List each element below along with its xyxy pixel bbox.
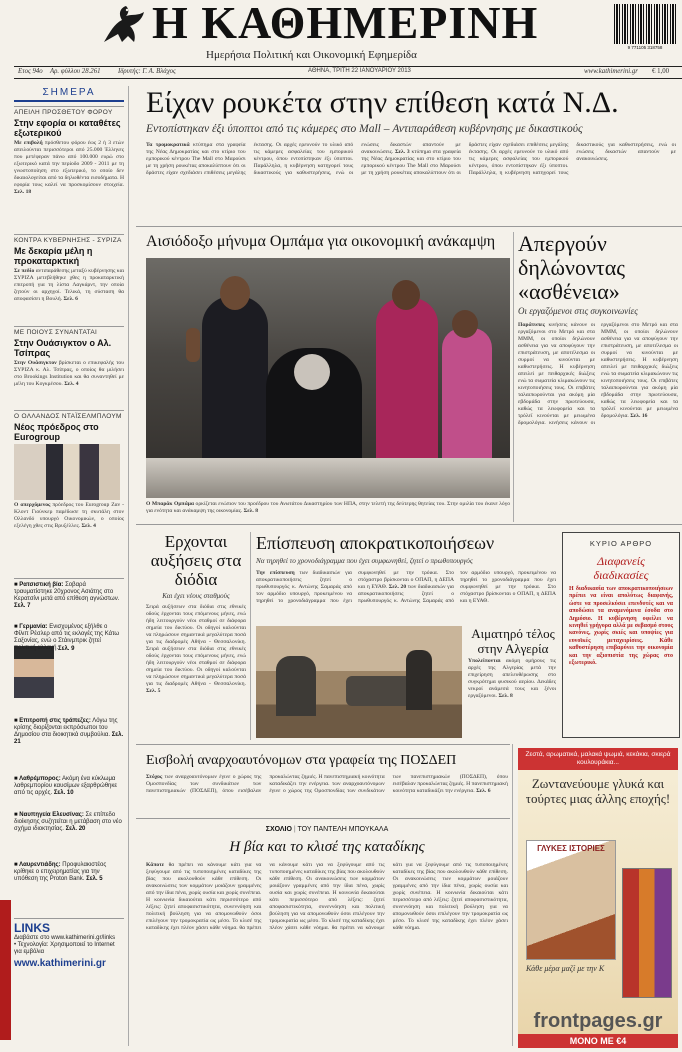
bullet-item[interactable]: ■ Γερμανία: Ενισχυμένος εξήλθε ο Φίλιπ Ρέσλερ από τις εκλογές της Κάτω Σαξονίας, ενώ ο Στάινμπρικ ζητεί πολιτική αλλαγή. Σελ. 9 <box>14 624 124 718</box>
sidebar-header: ΣΗΜΕΡΑ <box>14 86 124 102</box>
editorial-headline: Διαφανείς διαδικασίες <box>593 554 649 582</box>
lead-body: Τα τρομοκρατικά κτύπημα στα γραφεία της Νέας Δημοκρατίας και στο κτίριο του εμπορικού κέντρου The Mall στο Μαρούσι με τη χρήση ρουκέτας αποκαλύπτουν ότι οι δράστες είχαν σχεδιάσει επιθέσεις μεγάλης έκτασης. Οι αρχές ερευνούν το υλικό από τις κάμερες ασφαλείας του εμπορικού κέντρου, όπου εντοπίστηκαν έξι ύποπτοι. Παράλληλα, η κυβέρνηση κατηγορεί τους δικαστικούς για καθυστερήσεις, ενώ οι ενώσεις δικαστών απαντούν με ανακοινώσεις. Σελ. 3 κτύπημα στα γραφεία της Νέας Δημοκρατίας και στο κτίριο του εμπορικού κέντρου The Mall στο Μαρούσι με τη χρήση ρουκέτας αποκαλύπτουν ότι οι δράστες είχαν σχεδιάσει επιθέσεις μεγάλης έκτασης. Οι αρχές ερευνούν το υλικό από τις κάμερες ασφαλείας του εμπορικού κέντρου, όπου εντοπίστηκαν έξι ύποπτοι. Παράλληλα, η κυβέρνηση κατηγορεί τους δικαστικούς για καθυστερήσεις, ενώ οι ενώσεις δικαστών απαντούν με ανακοινώσεις. <box>146 142 676 176</box>
attack-headline[interactable]: Εισβολή αναρχοαυτόνομων στα γραφεία της ΠΟΣΔΕΠ <box>146 753 457 768</box>
photo-caption: Ο Μπαράκ Ομπάμα ορκίζεται ενώπιον του προέδρου του Ανωτάτου Δικαστηρίου των ΗΠΑ, στην τελετή της δεύτερης θητείας του. Στην ομιλία του έκανε λόγο για ενότητα και ανάκαμψη της οικονομίας. Σελ. 8 <box>146 501 510 514</box>
website[interactable]: www.kathimerini.gr <box>584 68 638 75</box>
ad-box[interactable] <box>518 748 678 1048</box>
editorial-body: Η διαδικασία των αποκρατικοποιήσεων πρέπει να είναι απολύτως διαφανής, ώστε να προσελκύσει επενδυτές και να αποδώσει τα αναμενόμενα έσοδα στο Δημόσιο. Η κυβέρνηση οφείλει να κινηθεί γρήγορα αλλά με σεβασμό στους κανόνες, χωρίς σκιές και υποψίες για ευνοϊκές μεταχειρίσεις. Κάθε καθυστέρηση επιβαρύνει την οικονομία και την αξιοπιστία της χώρας στο εξωτερικό. <box>569 586 673 667</box>
column-kicker-row: ΣΧΟΛΙΟ | ΤΟΥ ΠΑΝΤΕΛΗ ΜΠΟΥΚΑΛΑ <box>265 826 389 833</box>
bullet-item[interactable]: ■ Ναυπηγεία Ελευσίνας: Σε επίπεδο διοίκησης συζητείται η μετάβαση στο νέο σχήμα ιδιοκτησίας. Σελ. 20 <box>14 812 122 832</box>
ad-bottom: ΜΟΝΟ ΜΕ €4 <box>518 1034 678 1048</box>
price: € 1,00 <box>652 68 669 75</box>
algeria-photo <box>256 626 462 738</box>
ad-magazine <box>526 840 616 960</box>
column-body: Κάποτε θα πρέπει να κάνουμε κάτι για να ξεφύγουμε από τις τυποποιημένες καταδίκες της βίας που ακολουθούν κάθε επίθεση. Οι ανακοινώσεις των κομμάτων μοιάζουν γραμμένες από την ίδια πένα, χωρίς ουσία και χωρίς συνέπεια. Η κοινωνία δικαιούται κάτι περισσότερο από λέξεις: ζητεί αποφασιστικότητα, συνεννόηση και πολιτική βούληση για να απομονωθούν όσοι επιλέγουν την τρομοκρατία ως μέσο. Το κλισέ της καταδίκης έχει πλέον χάσει κάθε νόημα. θα πρέπει να κάνουμε κάτι για να ξεφύγουμε από τις τυποποιημένες καταδίκες της βίας που ακολουθούν κάθε επίθεση. Οι ανακοινώσεις των κομμάτων μοιάζουν γραμμένες από την ίδια πένα, χωρίς ουσία και χωρίς συνέπεια. Η κοινωνία δικαιούται κάτι περισσότερο από λέξεις: ζητεί αποφασιστικότητα, συνεννόηση και πολιτική βούληση για να απομονωθούν όσοι επιλέγουν την τρομοκρατία ως μέσο. Το κλισέ της καταδίκης έχει πλέον χάσει κάθε νόημα. θα πρέπει να κάνουμε κάτι για να ξεφύγουμε από τις τυποποιημένες καταδίκες της βίας που ακολουθούν κάθε επίθεση. Οι ανακοινώσεις των κομμάτων μοιάζουν γραμμένες από την ίδια πένα, χωρίς ουσία και χωρίς συνέπεια. Η κοινωνία δικαιούται κάτι περισσότερο από λέξεις: ζητεί αποφασιστικότητα, συνεννόηση και πολιτική βούληση για να απομονωθούν όσοι επιλέγουν την τρομοκρατία ως μέσο. Το κλισέ της καταδίκης έχει πλέον χάσει κάθε νόημα. <box>146 862 508 931</box>
algeria-body: Υπολείπονται ακόμη ομήρους τις αρχές της Αλγερίας μετά την επιχείρηση απελευθέρωσης στο συγκρότημα φυσικού αερίου. Δεκάδες νεκροί ανάμεσά τους και ξένοι εργαζόμενοι. Σελ. 8 <box>468 658 556 699</box>
sidebar-bullets <box>14 578 124 918</box>
sidebar-title: Νέος πρόεδρος στο Eurogroup <box>14 422 99 442</box>
year: Ετος 94ο <box>18 68 43 75</box>
sidebar-story[interactable] <box>14 106 124 234</box>
sidebar-story[interactable] <box>14 326 124 410</box>
sidebar-title: Στην εφορία οι καταθέτες εξωτερικού <box>14 118 121 138</box>
ad-magazine-title: ΓΛΥΚΕΣ ΙΣΤΟΡΙΕΣ <box>537 844 605 853</box>
algeria-headline[interactable]: Αιματηρό τέλος στην Αλγερία <box>471 626 555 656</box>
eurogroup-photo <box>14 444 120 500</box>
footer-url[interactable]: www.kathimerini.gr <box>14 958 106 969</box>
links-header: LINKS <box>14 921 50 935</box>
masthead-emblem-icon <box>100 2 148 46</box>
sidebar-body: Στην Ουάσιγκτον βρίσκεται ο επικεφαλής του ΣΥΡΙΖΑ κ. Αλ. Τσίπρας, ο οποίος θα μιλήσει στο Brookings Institution και θα συναντηθεί με μέλη του Κογκρέσου. Σελ. 4 <box>14 360 125 387</box>
dateline-row <box>18 68 678 78</box>
lead-headline[interactable]: Είχαν ρουκέτα στην επίθεση κατά Ν.Δ. <box>146 86 619 119</box>
column-headline[interactable]: Η βία και το κλισέ της καταδίκης <box>229 839 425 855</box>
column-kicker: ΣΧΟΛΙΟ <box>265 826 292 833</box>
ad-magazine-sub: Κάθε μέρα μαζί με την Κ <box>526 964 605 973</box>
bullet-item[interactable]: ■ Λαυρεντιάδης: Προφυλακιστέος κρίθηκε ο επιχειρηματίας για την υπόθεση της Proton Bank. Σελ. 5 <box>14 862 107 882</box>
ad-top: Ζεστά, αρωματικά, μαλακά ψωμιά, κεκάκια, σκιερά κουλουράκια... <box>518 748 678 770</box>
strike-body: Παράτυπες κινήσεις κάνουν οι εργαζόμενοι στο Μετρό και στα ΜΜΜ, οι οποίοι δηλώνουν ασθένεια για να αποφύγουν την επιστράτευση, με αποτέλεσμα οι συρμοί να κινούνται με καθυστερήσεις. Η κυβέρνηση απειλεί με πειθαρχικές διώξεις ενώ τα σωματεία κλιμακώνουν τις κινητοποιήσεις τους. Οι επιβάτες ταλαιπωρούνται για ακόμη μία εβδομάδα στην πρωτεύουσα, καθώς τα λεωφορεία και τα τρόλεϊ κινούνται με μειωμένα δρομολόγια. κινήσεις κάνουν οι εργαζόμενοι στο Μετρό και στα ΜΜΜ, οι οποίοι δηλώνουν ασθένεια για να αποφύγουν την επιστράτευση, με αποτέλεσμα οι συρμοί να κινούνται με καθυστερήσεις. Η κυβέρνηση απειλεί με πειθαρχικές διώξεις ενώ τα σωματεία κλιμακώνουν τις κινητοποιήσεις τους. Οι επιβάτες ταλαιπωρούνται για ακόμη μία εβδομάδα στην πρωτεύουσα, καθώς τα λεωφορεία και τα τρόλεϊ κινούνται με μειωμένα δρομολόγια. Σελ. 16 <box>518 322 678 426</box>
sidebar-divider <box>128 86 129 1046</box>
links-sub[interactable]: Διαβάστε στο www.kathimerini.gr/links <box>14 935 116 941</box>
strike-headline[interactable]: Απεργούν δηλώνοντας «ασθένεια» <box>518 231 625 304</box>
editorial-box[interactable] <box>562 532 680 738</box>
photo-story-headline[interactable]: Αισιόδοξο μήνυμα Ομπάμα για οικονομική ανάκαμψη <box>146 233 496 250</box>
sidebar-story[interactable] <box>14 234 124 326</box>
sidebar-kicker: ΜΕ ΠΟΙΟΥΣ ΣΥΝΑΝΤΑΤΑΙ <box>14 329 98 336</box>
masthead <box>0 0 682 82</box>
bullet-item[interactable]: ■ Ρατσιστική βία: Σοβαρά τραυματίστηκε 20χρονος Ασιάτης στο Κερατσίνι μετά από επίθεση αγνώστων. Σελ. 7 <box>14 582 120 609</box>
sidebar-kicker: Ο ΟΛΛΑΝΔΟΣ ΝΤΑΪΣΕΛΜΠΛΟΥΜ <box>14 413 122 420</box>
sidebar <box>14 86 124 1052</box>
barcode <box>614 4 676 44</box>
sidebar-story[interactable] <box>14 410 124 578</box>
ad-cookbooks <box>622 868 672 998</box>
date: ΑΘΗΝΑ, ΤΡΙΤΗ 22 ΙΑΝΟΥΑΡΙΟΥ 2013 <box>308 68 411 74</box>
links-item[interactable]: • Τεχνολογία: Χρησιμοποιεί το Internet για εμβόλια <box>14 942 115 955</box>
sidebar-title: Με δεκαρία μέλη η προκαταρκτική <box>14 246 93 266</box>
column-author: ΤΟΥ ΠΑΝΤΕΛΗ ΜΠΟΥΚΑΛΑ <box>297 826 389 833</box>
issue: Αρ. φύλλου 28.261 <box>50 68 101 75</box>
sidebar-body: Με επιβολή πρόσθετου φόρου έως 2 ή 3 ετών απειλούνται περισσότεροι από 25.000 Έλληνες που μετέφεραν πάνω από 100.000 ευρώ στο εξωτερικό κατά την περίοδο 2009 - 2011 με τη γνωστοποίηση στο εξωτερικό, το οποίο δεν δικαιολογείται από τα δηλωθέντα εισοδήματα. Η εφορία τους καλεί να προσκομίσουν στοιχεία. Σελ. 18 <box>14 140 124 195</box>
price-headline[interactable]: Ερχονται αυξήσεις στα διόδια <box>150 532 242 589</box>
portrait-photo <box>14 646 54 698</box>
sidebar-body: Ο απερχόμενος πρόεδρος του Eurogroup Ζαν - Κλοντ Γιούνκερ παρέδωσε τη σκυτάλη στον Ολλανδό υπουργό Οικονομικών, ο οποίος εξελέγη χθες στις Βρυξέλλες. Σελ. 4 <box>14 502 124 529</box>
privatization-headline[interactable]: Επίσπευση αποκρατικοποιήσεων <box>256 533 495 553</box>
sidebar-kicker: ΚΟΝΤΡΑ ΚΥΒΕΡΝΗΣΗΣ - ΣΥΡΙΖΑ <box>14 237 122 244</box>
founder: Ιδρυτής: Γ. Α. Βλάχος <box>118 68 176 75</box>
editorial-kicker: ΚΥΡΙΟ ΑΡΘΡΟ <box>589 539 653 548</box>
strike-subhead: Οι εργαζόμενοι στις συγκοινωνίες <box>518 306 638 316</box>
privatization-subhead: Να τηρηθεί το χρονοδιάγραμμα που έχει συμφωνηθεί, ζητεί ο πρωθυπουργός <box>256 557 473 565</box>
attack-body: Στόχος των αναρχοαυτόνομων έγινε ο χώρος της Ομοσπονδίας των συνδικάτων των πανεπιστημιακών (ΠΟΣΔΕΠ), όπου εισέβαλαν προκαλώντας ζημιές. Η πανεπιστημιακή κοινότητα καταδικάζει την ενέργεια. των αναρχοαυτόνομων έγινε ο χώρος της Ομοσπονδίας των συνδικάτων των πανεπιστημιακών (ΠΟΣΔΕΠ), όπου εισέβαλαν προκαλώντας ζημιές. Η πανεπιστημιακή κοινότητα καταδικάζει την ενέργεια. Σελ. 6 <box>146 774 508 794</box>
links-box <box>14 918 124 956</box>
bullet-item[interactable]: ■ Επιτροπή στις τράπεζες: Λόγω της κρίσης διορίζονται εκπρόσωποι του Δημοσίου στα διοικητικά συμβούλια. Σελ. 21 <box>14 718 124 745</box>
sidebar-kicker: ΑΠΕΙΛΗ ΠΡΟΣΘΕΤΟΥ ΦΟΡΟΥ <box>14 109 113 116</box>
masthead-title: Η ΚΑΘΗΜΕΡΙΝΗ <box>152 0 539 48</box>
ad-headline: Ζωντανεύουμε γλυκά και τούρτες μιας άλλης εποχής! <box>525 776 671 806</box>
sidebar-title: Στην Ουάσιγκτον ο Αλ. Τσίπρας <box>14 338 112 358</box>
price-body: Σειρά αυξήσεων στα διόδια στις εθνικές οδούς έρχονται τους επόμενους μήνες, ενώ ήδη λειτουργούν νέοι σταθμοί σε διάφορα σημεία του δικτύου. Οι οδηγοί καλούνται να πληρώσουν σημαντικά μεγαλύτερα ποσά για τις διαδρομές Αθήνα - Θεσσαλονίκη. Σειρά αυξήσεων στα διόδια στις εθνικές οδούς έρχονται τους επόμενους μήνες, ενώ ήδη λειτουργούν νέοι σταθμοί σε διάφορα σημεία του δικτύου. Οι οδηγοί καλούνται να πληρώσουν σημαντικά μεγαλύτερα ποσά για τις διαδρομές Αθήνα - Θεσσαλονίκη. Σελ. 5 <box>146 604 246 694</box>
barcode-number: 9 771105 318758 <box>627 45 663 50</box>
obama-photo <box>146 258 510 498</box>
lead-subhead: Εντοπίστηκαν έξι ύποπτοι από τις κάμερες στο Mall – Αντιπαράθεση κυβέρνησης με δικαστικούς <box>146 123 583 135</box>
left-edge-logo <box>0 900 11 1040</box>
bullet-item[interactable]: ■ Λαθρέμπορος: Ακόμη ένα κύκλωμα λαθρεμπορίου καυσίμων εξαρθρώθηκε από τις αρχές. Σελ. 10 <box>14 776 118 796</box>
privatization-body: Την επίσπευση των διαδικασιών για αποκρατικοποιήσεις ζητεί ο πρωθυπουργός κ. Αντώνης Σαμαράς από τον αρμόδιο υπουργό, προκειμένου να τηρηθεί το χρονοδιάγραμμα που έχει συμφωνηθεί με την τρόικα. Στο στόχαστρο βρίσκονται ο ΟΠΑΠ, η ΔΕΠΑ και η ΕΥΑΘ. Σελ. 20 των διαδικασιών για αποκρατικοποιήσεις ζητεί ο πρωθυπουργός κ. Αντώνης Σαμαράς από τον αρμόδιο υπουργό, προκειμένου να τηρηθεί το χρονοδιάγραμμα που έχει συμφωνηθεί με την τρόικα. Στο στόχαστρο βρίσκονται ο ΟΠΑΠ, η ΔΕΠΑ και η ΕΥΑΘ. <box>256 570 556 604</box>
ad-watermark: frontpages.gr <box>533 1010 663 1032</box>
sidebar-body: Σε πεδίο αντιπαράθεσης μεταξύ κυβέρνησης και ΣΥΡΙΖΑ μετεβλήθηκε χθες η προκαταρκτική επιτροπή για τη λίστα Λαγκάρντ, την οποία ζητούν οι αρχηγοί. Τελικά, τη σύσταση θα αποφασίσει η Βουλή. Σελ. 6 <box>14 268 124 302</box>
masthead-tagline: Ημερήσια Πολιτική και Οικονομική Εφημερίδα <box>206 49 417 61</box>
price-subhead: Και έχει νέους σταθμούς <box>162 592 230 600</box>
